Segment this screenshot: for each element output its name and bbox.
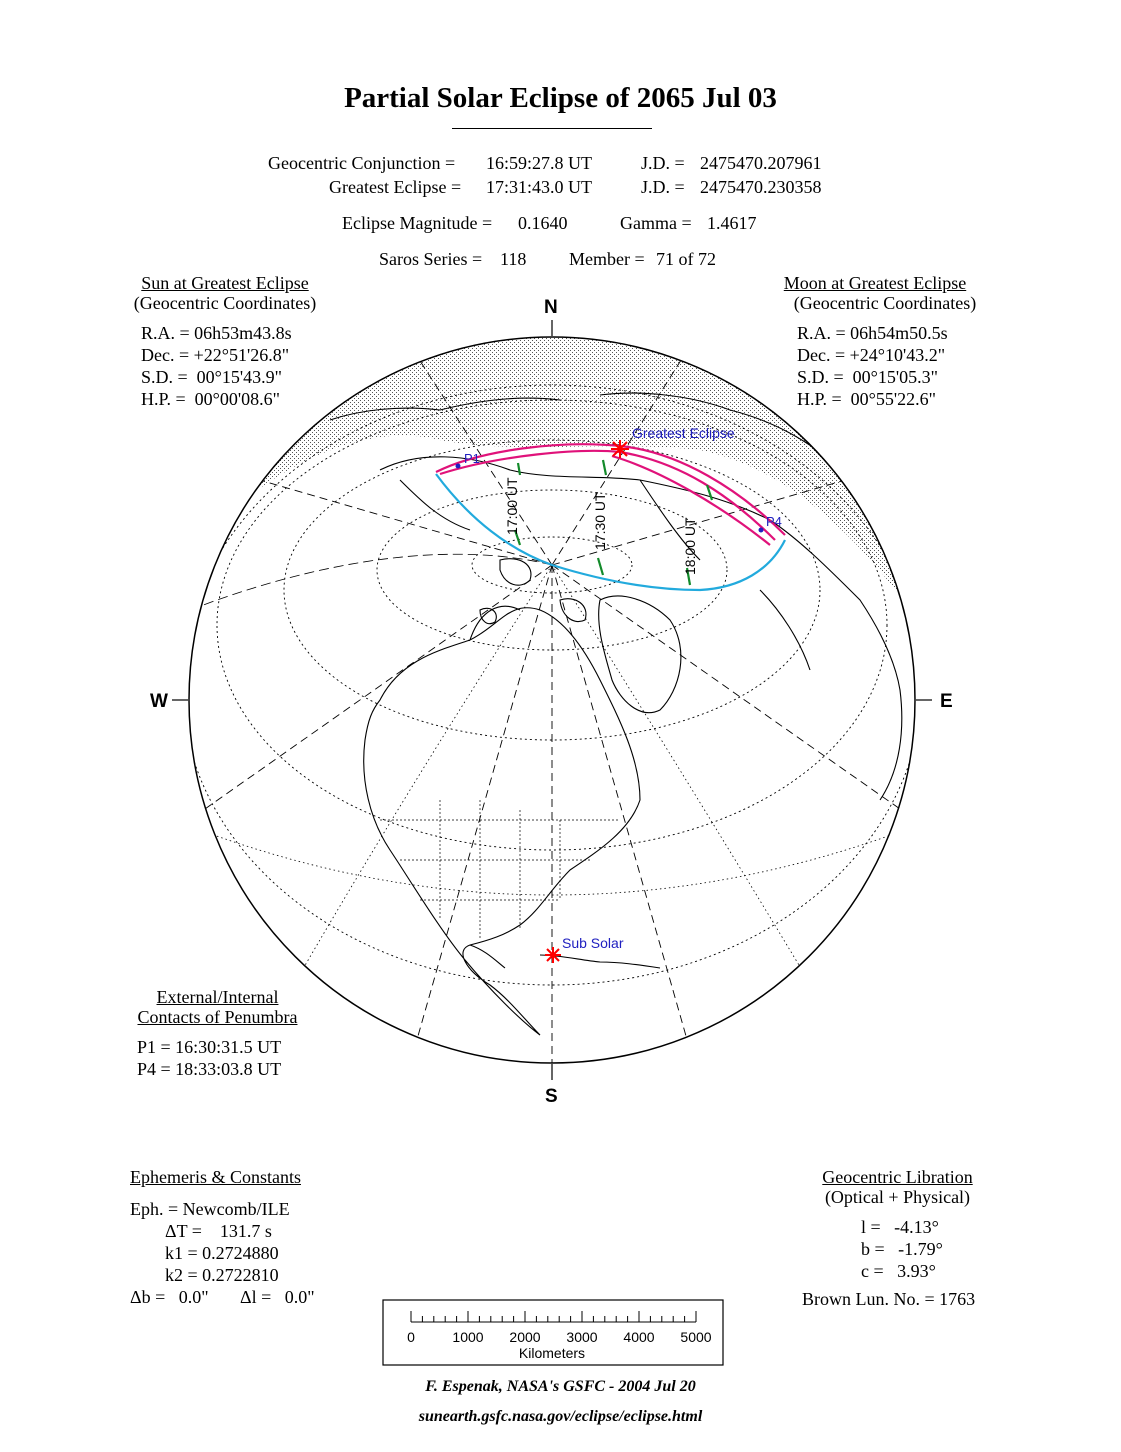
page-title: Partial Solar Eclipse of 2065 Jul 03 [344, 82, 777, 114]
magnitude-label: Eclipse Magnitude = [342, 213, 493, 233]
conjunction-jd: 2475470.207961 [700, 153, 822, 173]
sun-ra: R.A. = 06h53m43.8s [141, 323, 292, 343]
greatest-eclipse-marker [611, 440, 629, 458]
libration-c: c = 3.93° [861, 1261, 936, 1281]
moon-heading: Moon at Greatest Eclipse [783, 273, 967, 293]
contacts-heading-2: Contacts of Penumbra [137, 1007, 298, 1027]
greatest-eclipse-label: Greatest Eclipse [632, 425, 735, 441]
time-label-1800: 18:00 UT [682, 517, 698, 575]
p1-point [456, 464, 461, 469]
sub-solar-marker [545, 947, 561, 963]
moon-ra: R.A. = 06h54m50.5s [797, 323, 948, 343]
libration-l: l = -4.13° [861, 1217, 939, 1237]
greatest-eclipse-label: Greatest Eclipse = [329, 177, 462, 197]
gamma-label: Gamma = [620, 213, 692, 233]
scale-tick-label: 4000 [623, 1329, 655, 1345]
brown-lunation: Brown Lun. No. = 1763 [802, 1289, 976, 1309]
sun-sd: S.D. = 00°15'43.9" [141, 367, 282, 387]
sub-solar-label: Sub Solar [562, 935, 624, 951]
state-borders [380, 800, 620, 940]
ephemeris-delta-t: ΔT = 131.7 s [165, 1221, 272, 1241]
scale-tick-label: 3000 [566, 1329, 598, 1345]
libration-subheading: (Optical + Physical) [824, 1187, 971, 1207]
ephemeris-k2: k2 = 0.2722810 [165, 1265, 279, 1285]
libration-heading: Geocentric Libration [822, 1167, 973, 1187]
sun-subheading: (Geocentric Coordinates) [133, 293, 317, 313]
terminator-line [190, 554, 552, 610]
night-region [180, 320, 930, 640]
graticule-outer [200, 565, 905, 1000]
greatest-eclipse-time: 17:31:43.0 UT [486, 177, 592, 197]
credit-author: F. Espenak, NASA's GSFC - 2004 Jul 20 [425, 1378, 696, 1395]
west-label: W [150, 691, 168, 712]
scale-unit-label: Kilometers [518, 1345, 586, 1361]
contacts-heading-1: External/Internal [156, 987, 279, 1007]
moon-sd: S.D. = 00°15'05.3" [797, 367, 938, 387]
greatest-eclipse-jd: 2475470.230358 [700, 177, 822, 197]
north-label: N [544, 297, 558, 318]
p4-point [759, 528, 764, 533]
ephemeris-eph: Eph. = Newcomb/ILE [130, 1199, 290, 1219]
sun-dec: Dec. = +22°51'26.8" [141, 345, 290, 365]
conjunction-label: Geocentric Conjunction = [268, 153, 456, 173]
time-label-1730: 17:30 UT [592, 492, 608, 550]
credit-url: sunearth.gsfc.nasa.gov/eclipse/eclipse.html [418, 1408, 703, 1425]
contact-p4: P4 = 18:33:03.8 UT [137, 1059, 282, 1079]
p4-label: P4 [766, 514, 782, 529]
member-label: Member = [569, 249, 645, 269]
moon-hp: H.P. = 00°55'22.6" [797, 389, 936, 409]
moon-dec: Dec. = +24°10'43.2" [797, 345, 946, 365]
south-label: S [545, 1086, 558, 1107]
ephemeris-k1: k1 = 0.2724880 [165, 1243, 279, 1263]
ephemeris-heading: Ephemeris & Constants [130, 1167, 301, 1187]
ephemeris-delta-l: Δl = 0.0" [240, 1287, 315, 1307]
time-label-1700: 17:00 UT [504, 477, 520, 535]
member-value: 71 of 72 [656, 249, 716, 269]
conjunction-jd-label: J.D. = [641, 153, 685, 173]
scale-tick-label: 0 [407, 1329, 415, 1345]
saros-label: Saros Series = [379, 249, 483, 269]
scale-tick-label: 2000 [509, 1329, 541, 1345]
libration-b: b = -1.79° [861, 1239, 943, 1259]
magnitude-value: 0.1640 [518, 213, 568, 233]
conjunction-time: 16:59:27.8 UT [486, 153, 592, 173]
saros-value: 118 [500, 249, 527, 269]
p1-label: P1 [464, 451, 480, 466]
scale-tick-label: 1000 [452, 1329, 484, 1345]
moon-subheading: (Geocentric Coordinates) [793, 293, 977, 313]
contact-p1: P1 = 16:30:31.5 UT [137, 1037, 282, 1057]
ephemeris-delta-b: Δb = 0.0" [130, 1287, 209, 1307]
gamma-value: 1.4617 [707, 213, 757, 233]
greatest-eclipse-jd-label: J.D. = [641, 177, 685, 197]
sun-heading: Sun at Greatest Eclipse [141, 273, 309, 293]
sun-hp: H.P. = 00°00'08.6" [141, 389, 280, 409]
east-label: E [940, 691, 953, 712]
scale-tick-label: 5000 [680, 1329, 712, 1345]
